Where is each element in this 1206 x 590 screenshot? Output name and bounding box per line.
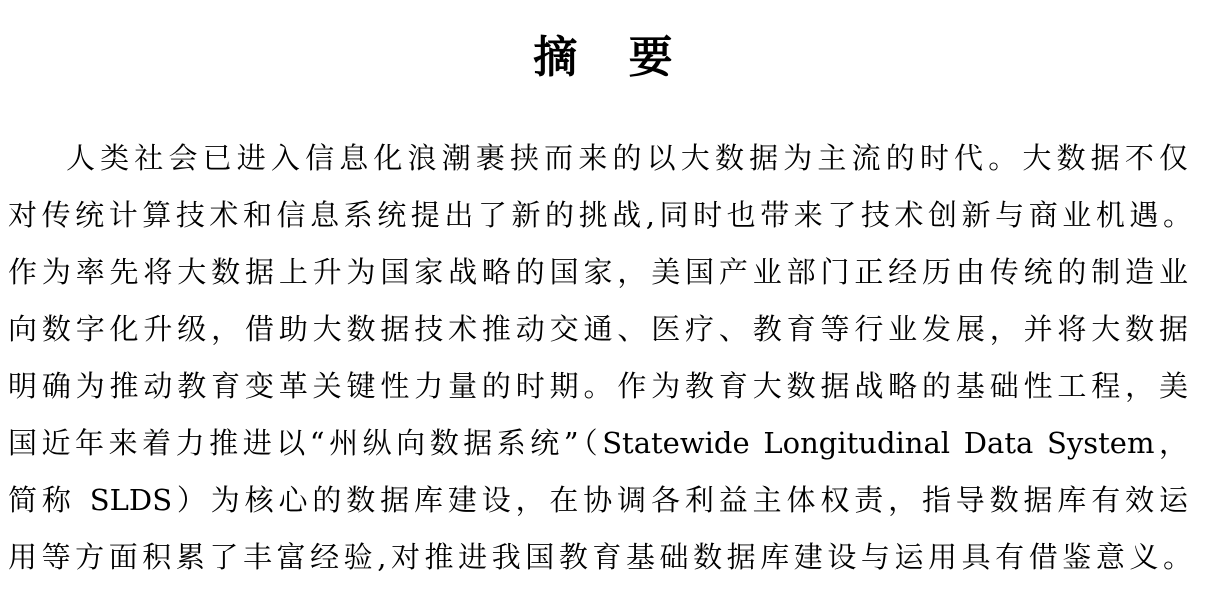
abstract-line-6: 国近年来着力推进以“州纵向数据系统”（Statewide Longitudinal Data System，	[8, 426, 1188, 460]
abstract-line-8: 用等方面积累了丰富经验,对推进我国教育基础数据库建设与运用具有借鉴意义。	[8, 540, 1192, 574]
abstract-title: 摘 要	[533, 32, 691, 83]
abstract-line-1: 人类社会已进入信息化浪潮裹挟而来的以大数据为主流的时代。大数据不仅	[66, 141, 1188, 175]
abstract-line-3: 作为率先将大数据上升为国家战略的国家，美国产业部门正经历由传统的制造业	[8, 255, 1188, 289]
abstract-line-5: 明确为推动教育变革关键性力量的时期。作为教育大数据战略的基础性工程，美	[8, 369, 1188, 403]
abstract-line-2: 对传统计算技术和信息系统提出了新的挑战,同时也带来了技术创新与商业机遇。	[8, 198, 1192, 232]
abstract-line-7: 简称 SLDS）为核心的数据库建设，在协调各利益主体权责，指导数据库有效运	[8, 483, 1188, 517]
abstract-line-4: 向数字化升级，借助大数据技术推动交通、医疗、教育等行业发展，并将大数据	[8, 312, 1188, 346]
